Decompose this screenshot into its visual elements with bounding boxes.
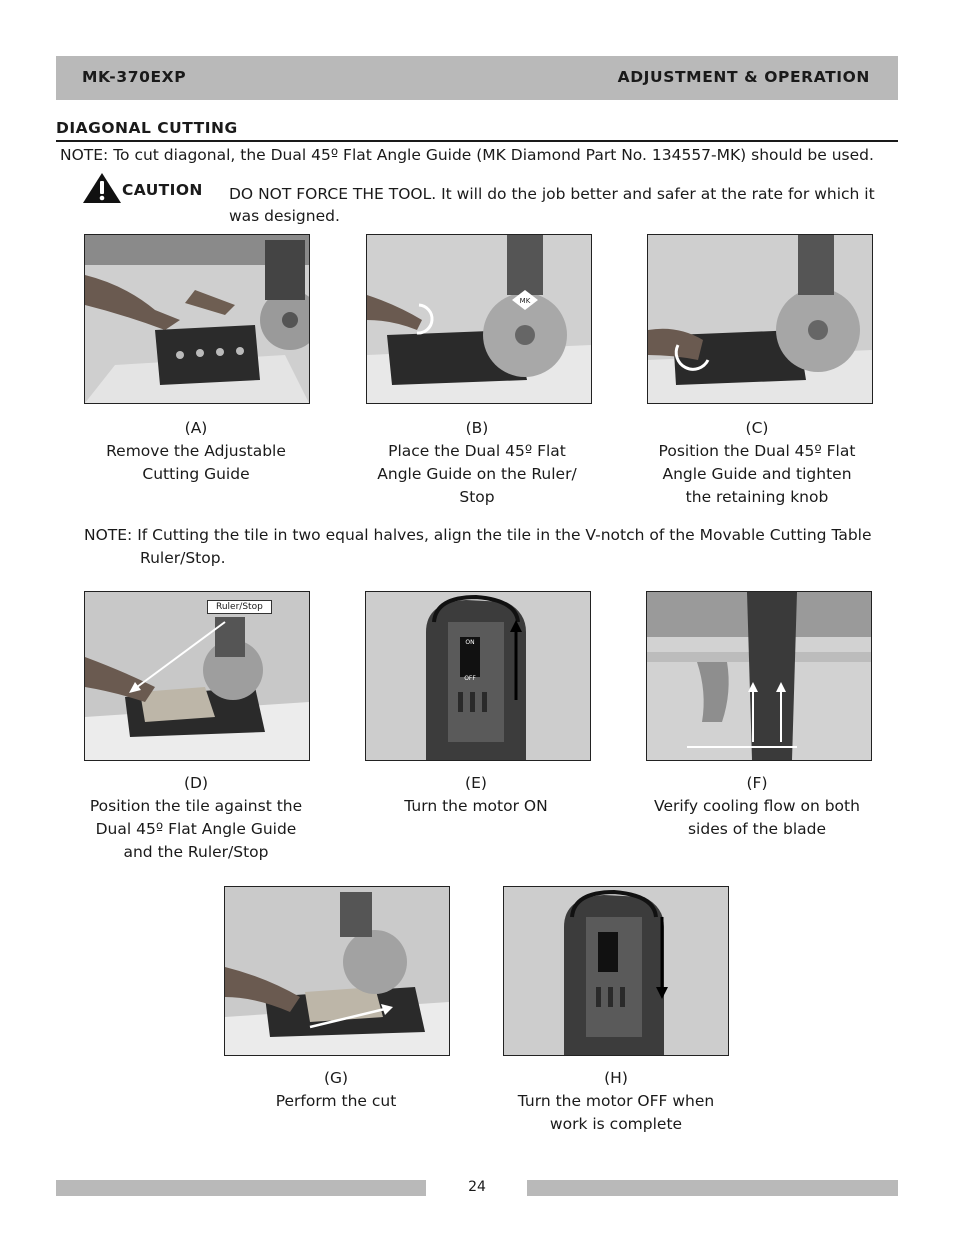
note-middle-line-2: Ruler/Stop. [140, 549, 226, 567]
caption-f [637, 772, 877, 841]
caption-a-letter: (A) [184, 419, 208, 437]
caption-b [357, 417, 597, 509]
section-name: ADJUSTMENT & OPERATION [617, 68, 870, 86]
photo-f-cooling-flow [646, 591, 872, 761]
caption-c-line-3: the retaining knob [685, 488, 829, 506]
caption-h-line-1: Turn the motor OFF when [517, 1092, 715, 1110]
photo-e-motor-on [365, 591, 591, 761]
caption-f-line-1: Verify cooling flow on both [654, 797, 860, 815]
caption-g [216, 1067, 456, 1113]
caption-e-letter: (E) [465, 774, 487, 792]
caption-f-line-2: sides of the blade [687, 820, 826, 838]
caption-h-letter: (H) [604, 1069, 628, 1087]
photo-g-perform-cut [224, 886, 450, 1056]
caption-c [637, 417, 877, 509]
caption-d-line-1: Position the tile against the [89, 797, 303, 815]
note-top: NOTE: To cut diagonal, the Dual 45º Flat Angle Guide (MK Diamond Part No. 134557-MK) should be used. [60, 146, 874, 164]
page-title: DIAGONAL CUTTING [56, 119, 238, 137]
photo-h-motor-off [503, 886, 729, 1056]
photo-c-tighten-knob [647, 234, 873, 404]
caption-b-line-2: Angle Guide on the Ruler/ [377, 465, 577, 483]
caption-d-line-3: and the Ruler/Stop [123, 843, 269, 861]
caption-d [76, 772, 316, 864]
caption-d-line-2: Dual 45º Flat Angle Guide [95, 820, 297, 838]
warning-triangle-icon [82, 172, 122, 208]
caption-c-line-2: Angle Guide and tighten [662, 465, 852, 483]
caption-e [356, 772, 596, 818]
caption-h-line-2: work is complete [549, 1115, 683, 1133]
photo-a-remove-guide [84, 234, 310, 404]
caution-text: DO NOT FORCE THE TOOL. It will do the job better and safer at the rate for which it was designed. [229, 185, 875, 225]
caption-a [76, 417, 316, 486]
photo-d-position-tile [84, 591, 310, 761]
caption-d-letter: (D) [183, 774, 209, 792]
caption-c-line-1: Position the Dual 45º Flat [658, 442, 856, 460]
model-name: MK-370EXP [82, 68, 187, 86]
caption-b-line-3: Stop [459, 488, 495, 506]
caution-label: CAUTION [122, 181, 203, 199]
title-divider [56, 140, 898, 142]
caption-g-letter: (G) [323, 1069, 349, 1087]
caption-b-letter: (B) [465, 419, 489, 437]
note-middle-line-1: NOTE: If Cutting the tile in two equal halves, align the tile in the V-notch of the Movable Cutting Table [84, 526, 872, 544]
footer-bar-left [56, 1180, 426, 1196]
footer-bar-right [527, 1180, 898, 1196]
caption-a-line-2: Cutting Guide [142, 465, 250, 483]
note-middle [84, 524, 904, 570]
page-number: 24 [468, 1179, 486, 1195]
caption-c-letter: (C) [745, 419, 769, 437]
ruler-stop-label: Ruler/Stop [207, 600, 272, 614]
header-bar [56, 56, 898, 100]
switch-off-text: OFF [464, 675, 476, 682]
caption-h [496, 1067, 736, 1136]
caption-e-line-1: Turn the motor ON [404, 797, 548, 815]
photo-b-place-guide [366, 234, 592, 404]
caption-a-line-1: Remove the Adjustable [106, 442, 286, 460]
caption-b-line-1: Place the Dual 45º Flat [388, 442, 566, 460]
caption-f-letter: (F) [746, 774, 768, 792]
caption-g-line-1: Perform the cut [275, 1092, 397, 1110]
mk-logo-text: MK [519, 297, 531, 305]
switch-on-text: ON [465, 639, 475, 646]
